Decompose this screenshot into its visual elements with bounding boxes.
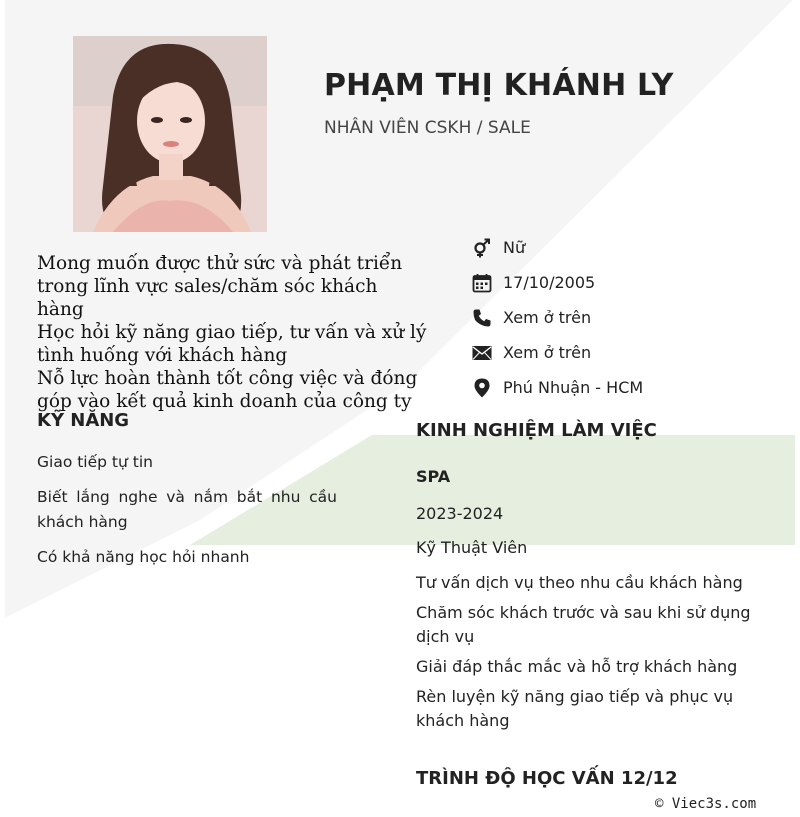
objective-line: Nỗ lực hoàn thành tốt công việc và đóng góp vào kết quả kinh doanh của công ty xyxy=(37,368,418,412)
career-objective xyxy=(37,252,427,413)
contact-birthday xyxy=(471,265,791,300)
address-value: Phú Nhuận - HCM xyxy=(503,378,644,397)
location-pin-icon xyxy=(471,377,493,399)
contact-email xyxy=(471,335,791,370)
contact-phone xyxy=(471,300,791,335)
skill-item: Biết lắng nghe và nắm bắt nhu cầu khách hàng xyxy=(37,488,337,531)
experience-heading: KINH NGHIỆM LÀM VIỆC xyxy=(416,420,657,441)
contact-info xyxy=(471,230,791,405)
objective-line: Mong muốn được thử sức và phát triển trong lĩnh vực sales/chăm sóc khách hàng xyxy=(37,253,403,320)
mail-icon xyxy=(471,342,493,364)
experience-role: Kỹ Thuật Viên xyxy=(416,538,528,557)
contact-gender xyxy=(471,230,791,265)
duty-item: Rèn luyện kỹ năng giao tiếp và phục vụ khách hàng xyxy=(416,687,734,730)
gender-value: Nữ xyxy=(503,238,526,257)
calendar-icon xyxy=(471,272,493,294)
skills-list xyxy=(37,450,337,580)
candidate-name: PHẠM THỊ KHÁNH LY xyxy=(324,68,674,103)
skills-heading: KỸ NĂNG xyxy=(37,410,130,431)
duty-item: Giải đáp thắc mắc và hỗ trợ khách hàng xyxy=(416,657,738,676)
experience-duties xyxy=(416,571,781,739)
contact-address xyxy=(471,370,791,405)
duty-item: Tư vấn dịch vụ theo nhu cầu khách hàng xyxy=(416,573,743,592)
duty-item: Chăm sóc khách trước và sau khi sử dụng dịch vụ xyxy=(416,603,751,646)
experience-period: 2023-2024 xyxy=(416,504,504,523)
phone-value: Xem ở trên xyxy=(503,308,592,327)
objective-line: Học hỏi kỹ năng giao tiếp, tư vấn và xử lý tình huống với khách hàng xyxy=(37,322,427,366)
birthday-value: 17/10/2005 xyxy=(503,273,596,292)
email-value: Xem ở trên xyxy=(503,343,592,362)
phone-icon xyxy=(471,307,493,329)
gender-icon xyxy=(471,237,493,259)
education-heading: TRÌNH ĐỘ HỌC VẤN 12/12 xyxy=(416,768,678,789)
job-title: NHÂN VIÊN CSKH / SALE xyxy=(324,118,531,138)
watermark: © Viec3s.com xyxy=(655,796,757,812)
experience-company: SPA xyxy=(416,467,451,486)
profile-photo xyxy=(73,36,267,232)
skill-item: Giao tiếp tự tin xyxy=(37,453,153,471)
skill-item: Có khả năng học hỏi nhanh xyxy=(37,548,250,566)
